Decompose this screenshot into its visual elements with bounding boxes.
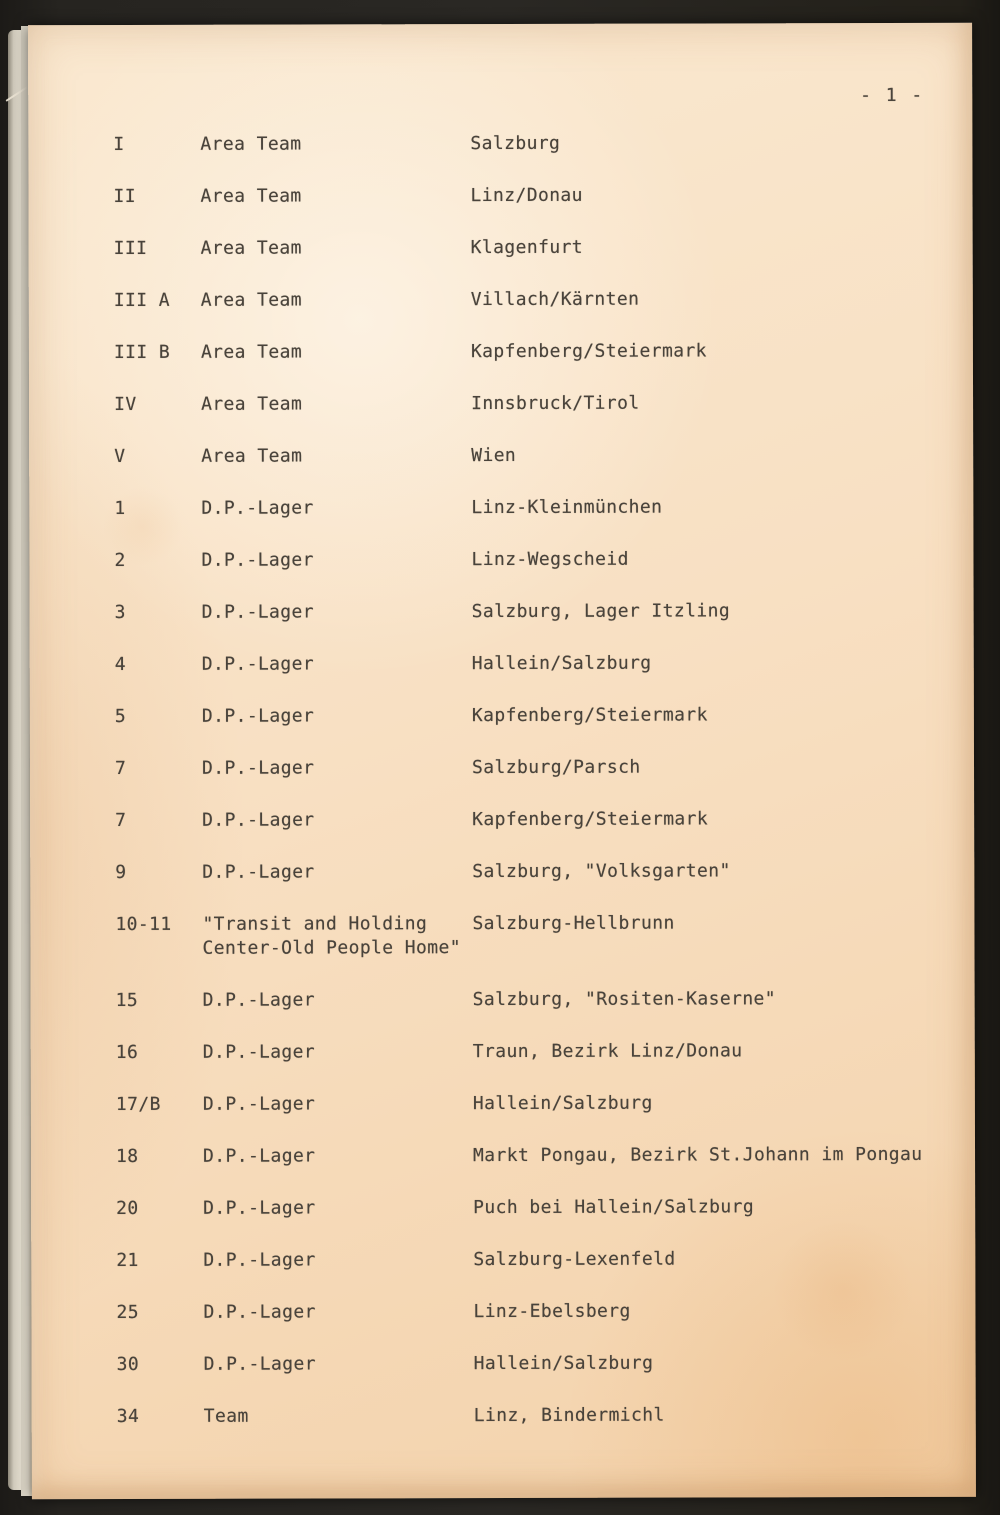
- row-type: D.P.-Lager: [201, 549, 314, 571]
- table-row: [32, 1403, 976, 1429]
- row-type: "Transit and Holding Center-Old People Home": [202, 913, 461, 959]
- row-id: 25: [116, 1301, 139, 1324]
- row-type: D.P.-Lager: [203, 1197, 316, 1219]
- table-row: [30, 859, 974, 885]
- row-id: 9: [115, 861, 127, 884]
- row-type: D.P.-Lager: [203, 1249, 316, 1271]
- row-id: III: [113, 237, 148, 260]
- row-location: Salzburg/Parsch: [471, 756, 641, 779]
- row-type: Area Team: [201, 445, 303, 467]
- row-id: 34: [116, 1405, 140, 1428]
- document-list: [28, 131, 975, 1457]
- row-location: Hallein/Salzburg: [473, 1352, 654, 1375]
- row-location: Salzburg-Lexenfeld: [473, 1248, 676, 1271]
- row-location: Linz, Bindermichl: [473, 1404, 665, 1427]
- row-id: 30: [116, 1353, 140, 1376]
- row-location: Hallein/Salzburg: [472, 1092, 653, 1115]
- table-row: [30, 755, 974, 781]
- row-type: D.P.-Lager: [203, 1301, 316, 1323]
- table-row: [30, 807, 974, 833]
- row-id: 21: [116, 1249, 139, 1272]
- row-location: Linz-Kleinmünchen: [471, 496, 663, 519]
- table-row: [29, 443, 973, 469]
- row-location: Villach/Kärnten: [470, 288, 640, 311]
- row-location: Klagenfurt: [470, 236, 584, 259]
- row-type: Area Team: [200, 289, 302, 311]
- row-id: 16: [115, 1041, 139, 1064]
- row-type: Area Team: [200, 185, 302, 207]
- table-row: [29, 391, 973, 417]
- row-type: D.P.-Lager: [202, 1093, 316, 1115]
- table-row: [30, 651, 974, 677]
- row-location: Kapfenberg/Steiermark: [472, 808, 709, 831]
- row-type: D.P.-Lager: [201, 757, 315, 779]
- table-row: [31, 987, 975, 1013]
- row-type: D.P.-Lager: [202, 1041, 316, 1063]
- table-row: [30, 911, 974, 961]
- table-row: [30, 599, 974, 625]
- table-row: [32, 1351, 976, 1377]
- document-page: [28, 23, 976, 1499]
- row-type: D.P.-Lager: [203, 1145, 316, 1167]
- table-row: [30, 703, 974, 729]
- row-id: 20: [116, 1197, 139, 1220]
- table-row: [28, 183, 972, 209]
- row-id: 3: [114, 601, 126, 624]
- table-row: [29, 287, 973, 313]
- row-id: 17/B: [115, 1093, 161, 1116]
- row-type: D.P.-Lager: [201, 601, 315, 623]
- table-row: [31, 1299, 975, 1325]
- row-type: D.P.-Lager: [202, 809, 315, 831]
- row-location: Salzburg-Hellbrunn: [472, 912, 675, 935]
- row-id: 7: [114, 757, 127, 780]
- table-row: [31, 1039, 975, 1065]
- row-type: Area Team: [200, 341, 303, 363]
- table-row: [29, 339, 973, 365]
- row-type: Area Team: [200, 133, 302, 155]
- row-id: 1: [114, 497, 126, 520]
- row-location: Salzburg, "Volksgarten": [472, 860, 731, 883]
- row-id: V: [114, 445, 126, 468]
- page-number: - 1 -: [860, 84, 925, 107]
- row-id: III B: [113, 341, 171, 364]
- row-location: Linz/Donau: [470, 184, 583, 207]
- row-location: Puch bei Hallein/Salzburg: [473, 1196, 755, 1219]
- row-id: I: [113, 133, 125, 156]
- table-row: [31, 1143, 975, 1169]
- row-type: D.P.-Lager: [201, 705, 315, 727]
- row-location: Linz-Wegscheid: [471, 548, 629, 571]
- row-type: Area Team: [200, 237, 302, 259]
- row-location: Salzburg, "Rositen-Kaserne": [472, 988, 777, 1011]
- row-location: Salzburg, Lager Itzling: [471, 600, 731, 623]
- row-id: 15: [115, 989, 139, 1012]
- row-type: D.P.-Lager: [201, 653, 315, 675]
- table-row: [31, 1091, 975, 1117]
- row-type: D.P.-Lager: [202, 861, 315, 883]
- row-location: Markt Pongau, Bezirk St.Johann im Pongau: [473, 1143, 923, 1167]
- row-type: Team: [203, 1405, 249, 1427]
- row-location: Kapfenberg/Steiermark: [470, 340, 707, 363]
- row-type: Area Team: [201, 393, 303, 415]
- row-location: Linz-Ebelsberg: [473, 1300, 631, 1323]
- row-id: III A: [113, 289, 171, 312]
- row-id: 10-11: [115, 913, 172, 936]
- row-location: Salzburg: [470, 132, 561, 155]
- row-location: Kapfenberg/Steiermark: [471, 704, 708, 727]
- row-location: Wien: [471, 444, 517, 467]
- row-id: 7: [115, 809, 127, 832]
- row-type: D.P.-Lager: [202, 989, 316, 1011]
- page-stack-edge-outer: [8, 30, 22, 1490]
- table-row: [31, 1247, 975, 1273]
- row-location: Innsbruck/Tirol: [471, 392, 640, 415]
- row-id: 18: [116, 1145, 139, 1168]
- row-id: II: [113, 185, 137, 208]
- table-row: [29, 495, 973, 521]
- table-row: [31, 1195, 975, 1221]
- row-id: 4: [114, 653, 127, 676]
- row-id: 2: [114, 549, 126, 572]
- table-row: [29, 235, 973, 261]
- row-location: Hallein/Salzburg: [471, 652, 652, 675]
- row-type: D.P.-Lager: [201, 497, 314, 519]
- row-location: Traun, Bezirk Linz/Donau: [472, 1040, 743, 1063]
- row-id: IV: [114, 393, 137, 416]
- table-row: [29, 547, 973, 573]
- table-row: [28, 131, 972, 157]
- row-id: 5: [114, 705, 127, 728]
- row-type: D.P.-Lager: [203, 1353, 316, 1375]
